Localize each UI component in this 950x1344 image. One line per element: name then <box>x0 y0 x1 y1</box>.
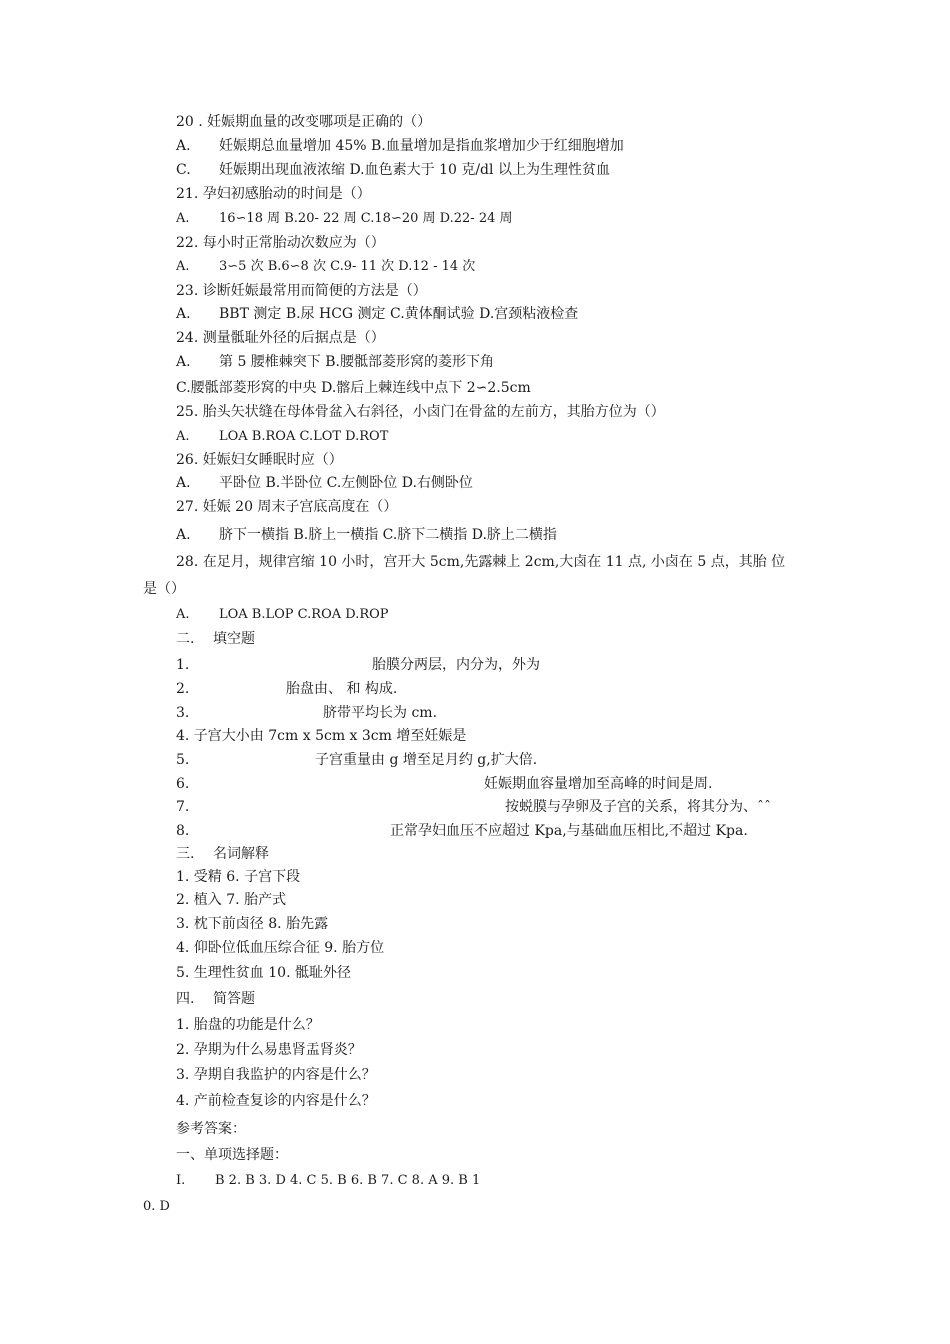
line-text: 脐带平均长为 cm. <box>323 705 438 721</box>
option-label: A. <box>176 138 191 154</box>
section-title: 简答题 <box>213 991 255 1007</box>
section-number: 二. <box>176 631 195 647</box>
section-number: 三. <box>176 846 195 862</box>
item-number: 6. <box>176 776 190 792</box>
section-title: 填空题 <box>213 631 255 647</box>
item-number: 8. <box>176 823 190 839</box>
line-text: LOA B.LOP C.ROA D.ROP <box>219 607 389 622</box>
line-text: 1. 受精 6. 子宫下段 <box>176 869 301 885</box>
option-label: A. <box>176 354 191 370</box>
line-text: 妊娠期血容量增加至高峰的时间是周. <box>484 776 713 792</box>
line-text: 0. D <box>143 1199 170 1214</box>
line-text: 3. 孕期自我监护的内容是什么？ <box>176 1067 376 1083</box>
line-text: 是（） <box>143 581 185 597</box>
line-text: 妊娠期出现血液浓缩 D.血色素大于 10 克/dl 以上为生理性贫血 <box>219 162 610 178</box>
option-label: A. <box>176 306 191 322</box>
line-text: 妊娠期总血量增加 45% B.血量增加是指血浆增加少于红细胞增加 <box>219 138 624 154</box>
line-text: 4. 子宫大小由 7cm x 5cm x 3cm 增至妊娠是 <box>176 728 467 744</box>
line-text: 3. 枕下前卤径 8. 胎先露 <box>176 916 329 932</box>
line-text: 26. 妊娠妇女睡眠时应（） <box>176 452 343 468</box>
line-text: 参考答案： <box>176 1121 246 1137</box>
option-label: A. <box>176 259 190 274</box>
line-text: 平卧位 B.半卧位 C.左侧卧位 D.右侧卧位 <box>219 475 473 491</box>
item-number: 7. <box>176 799 190 815</box>
option-label: A. <box>176 475 191 491</box>
line-text: 16∽18 周 B.20- 22 周 C.18∽20 周 D.22- 24 周 <box>219 211 513 226</box>
line-text: 3∽5 次 B.6∽8 次 C.9- 11 次 D.12 - 14 次 <box>219 259 476 274</box>
line-text: 22. 每小时正常胎动次数应为（） <box>176 235 385 251</box>
line-text: 第 5 腰椎棘突下 B.腰骶部菱形窝的菱形下角 <box>219 354 494 370</box>
section-number: 四. <box>176 991 195 1007</box>
section-title: 名词解释 <box>213 846 269 862</box>
line-text: 5. 生理性贫血 10. 骶耻外径 <box>176 965 351 981</box>
item-number: 1. <box>176 657 190 673</box>
option-label: A. <box>176 211 190 226</box>
line-text: 2. 植入 7. 胎产式 <box>176 892 287 908</box>
line-text: 胎膜分两层，内分为，外为 <box>372 657 540 673</box>
line-text: 24. 测量骶耻外径的后据点是（） <box>176 330 385 346</box>
item-number: 2. <box>176 681 190 697</box>
option-label: A. <box>176 607 190 622</box>
line-text: 正常孕妇血压不应超过 Kpa,与基础血压相比,不超过 Kpa. <box>390 823 748 839</box>
line-text: 27. 妊娠 20 周末子宫底高度在（） <box>176 499 398 515</box>
line-text: B 2. B 3. D 4. C 5. B 6. B 7. C 8. A 9. B 1 <box>215 1173 481 1188</box>
line-text: C.腰骶部菱形窝的中央 D.髂后上棘连线中点下 2∽2.5cm <box>176 380 531 396</box>
line-text: 按蜕膜与孕卵及子宫的关系，将其分为、ˆˆ <box>505 799 771 815</box>
line-text: 1. 胎盘的功能是什么？ <box>176 1017 320 1033</box>
item-number: 3. <box>176 705 190 721</box>
line-text: BBT 测定 B.尿 HCG 测定 C.黄体酮试验 D.宫颈粘液检查 <box>219 306 579 322</box>
line-text: 21. 孕妇初感胎动的时间是（） <box>176 186 371 202</box>
line-text: 胎盘由、 和 构成. <box>286 681 398 697</box>
option-label: A. <box>176 527 191 543</box>
line-text: 25. 胎头矢状缝在母体骨盆入右斜径，小卤门在骨盆的左前方，其胎方位为（） <box>176 404 665 420</box>
option-label: A. <box>176 429 190 444</box>
line-text: 4. 仰卧位低血压综合征 9. 胎方位 <box>176 940 385 956</box>
line-text: LOA B.ROA C.LOT D.ROT <box>219 429 389 444</box>
line-text: 2. 孕期为什么易患肾盂肾炎？ <box>176 1042 362 1058</box>
line-text: 23. 诊断妊娠最常用而简便的方法是（） <box>176 283 427 299</box>
line-text: 脐下一横指 B.脐上一横指 C.脐下二横指 D.脐上二横指 <box>219 527 557 543</box>
line-text: 20 . 妊娠期血量的改变哪项是正确的（） <box>176 114 432 130</box>
line-text: 28. 在足月，规律宫缩 10 小时，宫开大 5cm,先露棘上 2cm,大卤在 11 点, 小卤在 5 点，其胎 位 <box>176 554 786 570</box>
option-label: C. <box>176 162 191 178</box>
line-text: 子宫重量由 g 增至足月约 g,扩大倍. <box>315 752 538 768</box>
line-text: 一、单项选择题： <box>176 1147 288 1163</box>
item-number: I. <box>176 1173 186 1188</box>
line-text: 4. 产前检查复诊的内容是什么？ <box>176 1093 376 1109</box>
item-number: 5. <box>176 752 190 768</box>
